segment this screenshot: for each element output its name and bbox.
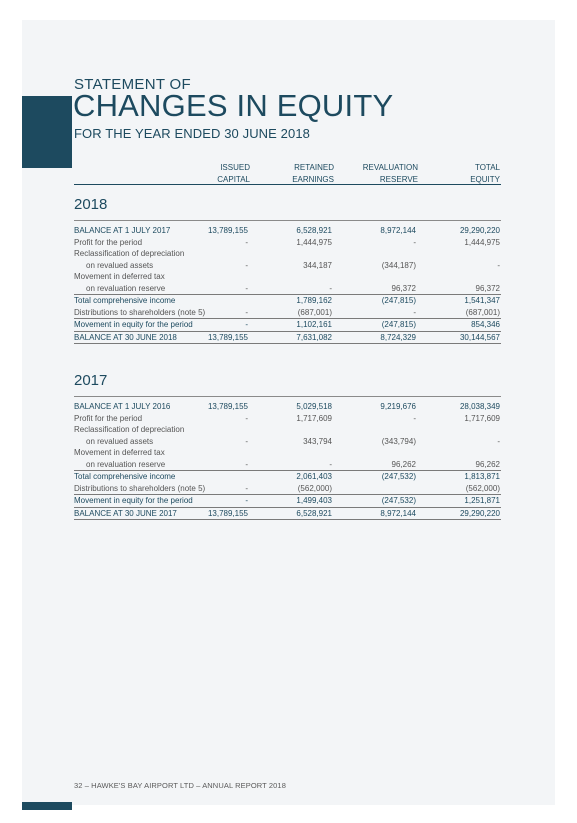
table-cell: (247,815) <box>381 296 416 305</box>
table-row <box>74 318 501 331</box>
table-row <box>74 271 501 283</box>
table-cell: 854,346 <box>471 320 500 329</box>
table-cell: 1,499,403 <box>296 496 332 505</box>
table-cell: 1,102,161 <box>296 320 332 329</box>
table-cell: 7,631,082 <box>296 332 332 342</box>
table-cell: 1,813,871 <box>464 472 500 481</box>
table-cell: 6,528,921 <box>296 226 332 235</box>
table-cell: - <box>497 260 500 270</box>
table-cell: (344,187) <box>381 260 416 270</box>
table-cell: 30,144,567 <box>459 332 500 342</box>
table-cell: - <box>245 459 248 469</box>
row-label: Movement in deferred tax <box>74 272 165 281</box>
table-cell: - <box>245 320 248 329</box>
table-cell: 96,372 <box>391 283 416 293</box>
table-cell: (247,532) <box>381 472 416 481</box>
section-2018 <box>74 196 501 344</box>
table-row <box>74 401 501 413</box>
column-header-issued-capital: ISSUED CAPITAL <box>217 163 250 184</box>
row-label: Distributions to shareholders (note 5) <box>74 483 206 493</box>
section-tab-decoration <box>22 96 72 168</box>
table-cell: 8,724,329 <box>380 332 416 342</box>
table-row <box>74 283 501 295</box>
table-cell: (687,001) <box>297 307 332 317</box>
row-label: BALANCE AT 30 JUNE 2017 <box>74 508 177 518</box>
row-label: Distributions to shareholders (note 5) <box>74 307 206 317</box>
table-cell: 343,794 <box>303 436 332 446</box>
column-header-total-equity: TOTAL EQUITY <box>470 163 500 184</box>
row-label: Reclassification of depreciation <box>74 249 185 258</box>
column-header-revaluation-reserve: REVALUATION RESERVE <box>362 163 418 184</box>
table-row <box>74 237 501 249</box>
table-cell: 1,717,609 <box>464 413 500 423</box>
row-label: Total comprehensive income <box>74 472 176 481</box>
table-row <box>74 424 501 436</box>
table-cell: 96,262 <box>475 459 500 469</box>
table-row <box>74 507 501 521</box>
table-cell: - <box>329 459 332 469</box>
table-cell: - <box>413 237 416 247</box>
table-cell: 6,528,921 <box>296 508 332 518</box>
table-cell: (247,532) <box>381 496 416 505</box>
table-row <box>74 459 501 471</box>
row-label: Movement in equity for the period <box>74 320 193 329</box>
table-cell: 96,262 <box>391 459 416 469</box>
table-cell: 5,029,518 <box>296 402 332 411</box>
table-row <box>74 470 501 483</box>
table-cell: - <box>413 413 416 423</box>
table-cell: 344,187 <box>303 260 332 270</box>
page-footer: 32 – HAWKE'S BAY AIRPORT LTD – ANNUAL REPORT 2018 <box>74 781 286 790</box>
table-cell: 1,717,609 <box>296 413 332 423</box>
row-label: BALANCE AT 30 JUNE 2018 <box>74 332 177 342</box>
table-cell: (562,000) <box>465 483 500 493</box>
table-row <box>74 483 501 495</box>
table-row <box>74 331 501 345</box>
table-cell: 29,290,220 <box>459 226 500 235</box>
table-cell: 9,219,676 <box>380 402 416 411</box>
title-line-1: STATEMENT OF <box>74 76 191 93</box>
table-row <box>74 447 501 459</box>
table-row <box>74 494 501 507</box>
table-row <box>74 436 501 448</box>
table-cell: - <box>245 413 248 423</box>
table-cell: 28,038,349 <box>459 402 500 411</box>
table-cell: (562,000) <box>297 483 332 493</box>
table-cell: 1,444,975 <box>464 237 500 247</box>
table-cell: - <box>497 436 500 446</box>
header-rule <box>74 184 501 185</box>
table-cell: 2,061,403 <box>296 472 332 481</box>
table-cell: - <box>245 283 248 293</box>
year-rule <box>74 396 501 397</box>
table-row <box>74 248 501 260</box>
row-label: Profit for the period <box>74 413 143 423</box>
row-label: on revaluation reserve <box>86 283 166 293</box>
year-rule <box>74 220 501 221</box>
footer-bar-decoration <box>22 802 72 810</box>
table-row <box>74 260 501 272</box>
title-subtitle: FOR THE YEAR ENDED 30 JUNE 2018 <box>74 126 310 141</box>
table-row <box>74 307 501 319</box>
table-cell: 96,372 <box>475 283 500 293</box>
table-row <box>74 413 501 425</box>
table-cell: 13,789,155 <box>207 332 248 342</box>
table-cell: - <box>245 260 248 270</box>
row-label: Movement in equity for the period <box>74 496 193 505</box>
row-label: Movement in deferred tax <box>74 448 165 457</box>
section-year-heading: 2018 <box>74 196 108 213</box>
table-cell: - <box>245 307 248 317</box>
row-label: on revalued assets <box>86 260 154 270</box>
section-2017 <box>74 372 501 520</box>
section-year-heading: 2017 <box>74 372 108 389</box>
column-header-retained-earnings: RETAINED EARNINGS <box>292 163 334 184</box>
table-cell: 1,444,975 <box>296 237 332 247</box>
table-cell: - <box>245 496 248 505</box>
table-cell: 13,789,155 <box>207 508 248 518</box>
table-cell: - <box>413 307 416 317</box>
table-cell: 13,789,155 <box>207 402 248 411</box>
table-cell: 1,541,347 <box>464 296 500 305</box>
table-row <box>74 294 501 307</box>
table-cell: - <box>245 436 248 446</box>
table-cell: - <box>329 283 332 293</box>
table-cell: - <box>245 483 248 493</box>
table-cell: (247,815) <box>381 320 416 329</box>
table-cell: 8,972,144 <box>380 226 416 235</box>
row-label: on revaluation reserve <box>86 459 166 469</box>
row-label: BALANCE AT 1 JULY 2016 <box>74 402 171 411</box>
table-cell: 29,290,220 <box>459 508 500 518</box>
table-cell: 1,789,162 <box>296 296 332 305</box>
table-cell: 13,789,155 <box>207 226 248 235</box>
page-title: CHANGES IN EQUITY <box>73 88 394 123</box>
table-cell: (343,794) <box>381 436 416 446</box>
row-label: Profit for the period <box>74 237 143 247</box>
row-label: Reclassification of depreciation <box>74 425 185 434</box>
table-cell: - <box>245 237 248 247</box>
table-row <box>74 225 501 237</box>
table-cell: 1,251,871 <box>464 496 500 505</box>
table-cell: 8,972,144 <box>380 508 416 518</box>
row-label: BALANCE AT 1 JULY 2017 <box>74 226 171 235</box>
row-label: on revalued assets <box>86 436 154 446</box>
row-label: Total comprehensive income <box>74 296 176 305</box>
table-cell: (687,001) <box>465 307 500 317</box>
